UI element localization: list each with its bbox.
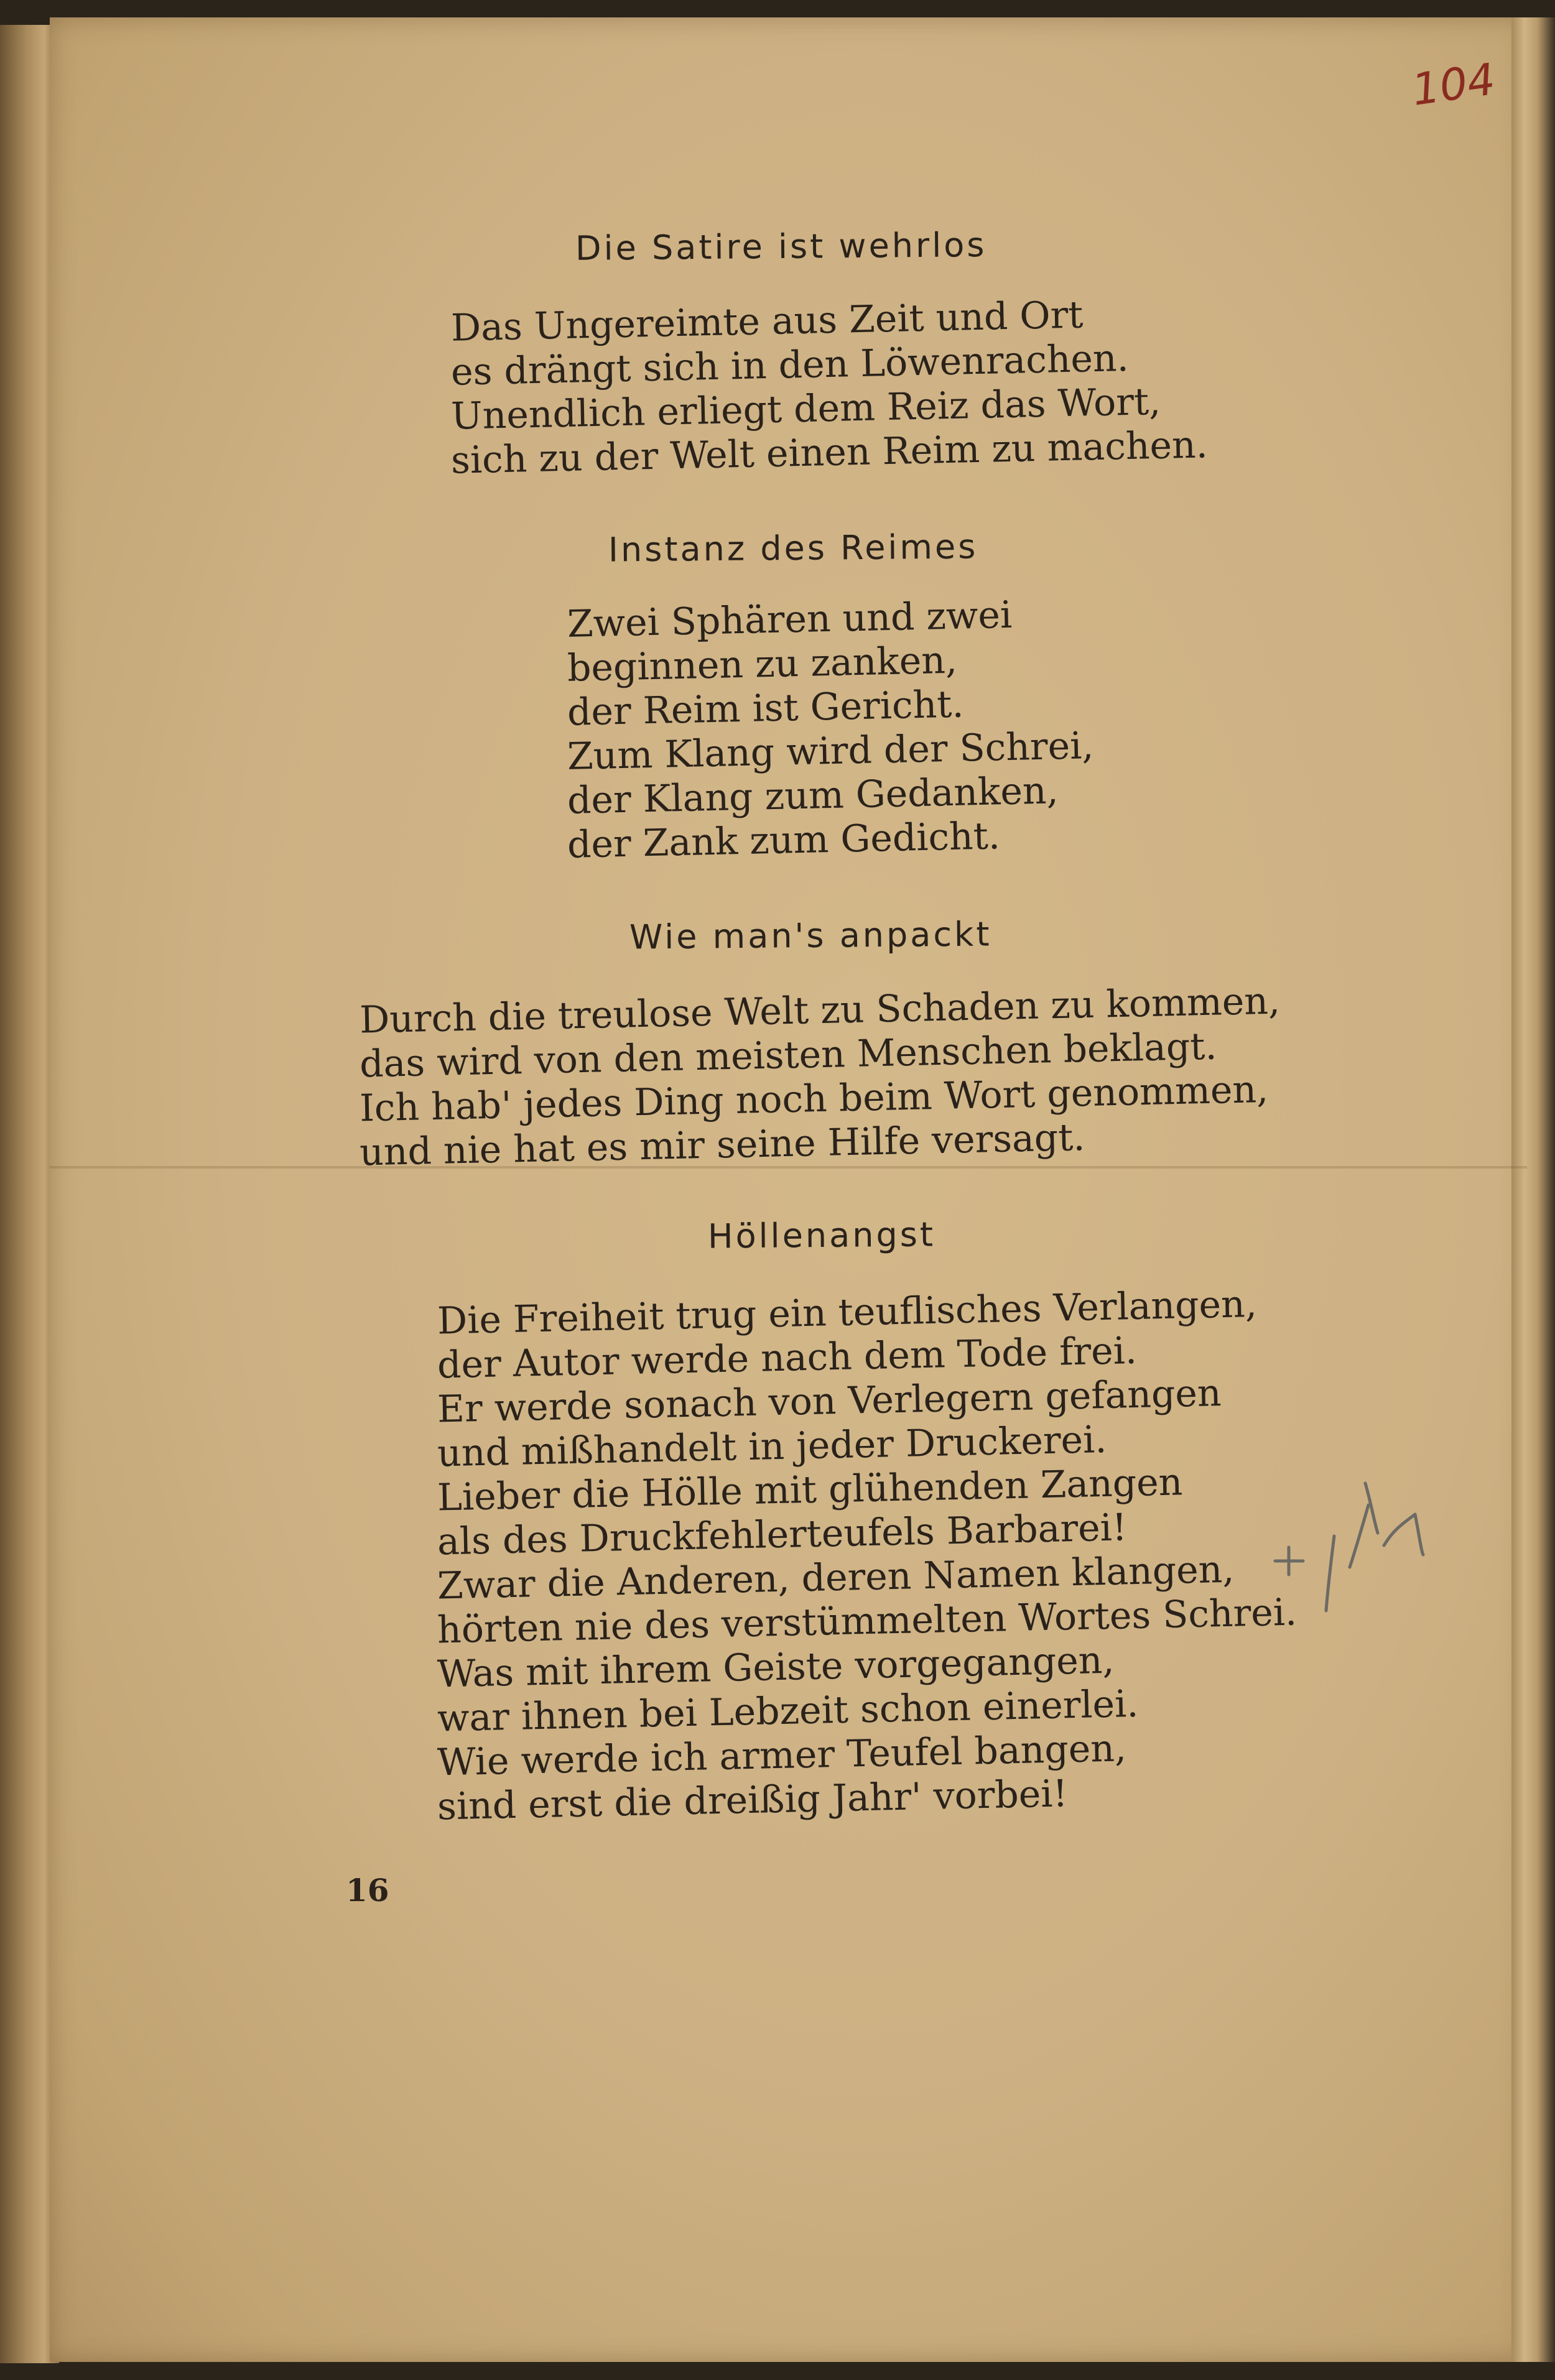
poem-line: Zum Klang wird der Schrei, [567, 724, 1095, 779]
poem-stanza [437, 1282, 1297, 1829]
page-fold [50, 1166, 1527, 1169]
page-edge [1511, 17, 1555, 2362]
poem-line: der Klang zum Gedanken, [567, 769, 1059, 823]
poem-title: Die Satire ist wehrlos [575, 225, 987, 268]
poem-line: Ich hab' jedes Ding noch beim Wort genommen, [359, 1067, 1269, 1131]
poem-stanza [567, 593, 1095, 867]
poem-line: Zwei Sphären und zwei [567, 593, 1013, 646]
poem-line: Unendlich erliegt dem Reiz das Wort, [450, 379, 1161, 438]
poem-title: Höllenangst [707, 1215, 936, 1256]
poem-line: Lieber die Hölle mit glühenden Zangen [437, 1460, 1184, 1520]
poem-stanza [450, 293, 1209, 483]
pencil-margin-mark [1256, 1455, 1443, 1629]
poem-line: Was mit ihrem Geiste vorgegangen, [437, 1638, 1115, 1697]
poem-line: beginnen zu zanken, [567, 638, 958, 690]
poem-line: war ihnen bei Lebzeit schon einerlei. [437, 1682, 1140, 1741]
poem-title: Wie man's anpackt [629, 914, 992, 957]
poem-line: Durch die treulose Welt zu Schaden zu kommen, [359, 979, 1281, 1042]
poem-line: Er werde sonach von Verlegern gefangen [437, 1371, 1222, 1432]
poem-line: der Zank zum Gedicht. [567, 814, 1001, 867]
poem-line: es drängt sich in den Löwenrachen. [450, 336, 1130, 394]
page-number: 16 [346, 1872, 389, 1909]
poem-line: Das Ungereimte aus Zeit und Ort [450, 293, 1084, 350]
poem-title: Instanz des Reimes [608, 527, 978, 570]
archive-number-handwritten: 104 [1408, 53, 1498, 116]
poem-line: der Reim ist Gericht. [567, 682, 965, 734]
poem-line: und mißhandelt in jeder Druckerei. [437, 1417, 1107, 1476]
poem-line: hörten nie des verstümmelten Wortes Schrei. [437, 1590, 1297, 1652]
poem-line: Wie werde ich armer Teufel bangen, [437, 1726, 1127, 1785]
poem-line: das wird von den meisten Menschen beklagt. [359, 1024, 1218, 1086]
poem-line: und nie hat es mir seine Hilfe versagt. [359, 1116, 1086, 1175]
poem-line: der Autor werde nach dem Tode frei. [437, 1328, 1138, 1387]
poem-line: als des Druckfehlerteufels Barbarei! [437, 1506, 1128, 1564]
poem-stanza [359, 979, 1281, 1175]
poem-line: sind erst die dreißig Jahr' vorbei! [437, 1772, 1069, 1829]
poem-line: Zwar die Anderen, deren Namen klangen, [437, 1547, 1235, 1608]
poem-line: sich zu der Welt einen Reim zu machen. [450, 423, 1209, 483]
poem-line: Die Freiheit trug ein teuflisches Verlangen, [437, 1282, 1258, 1343]
